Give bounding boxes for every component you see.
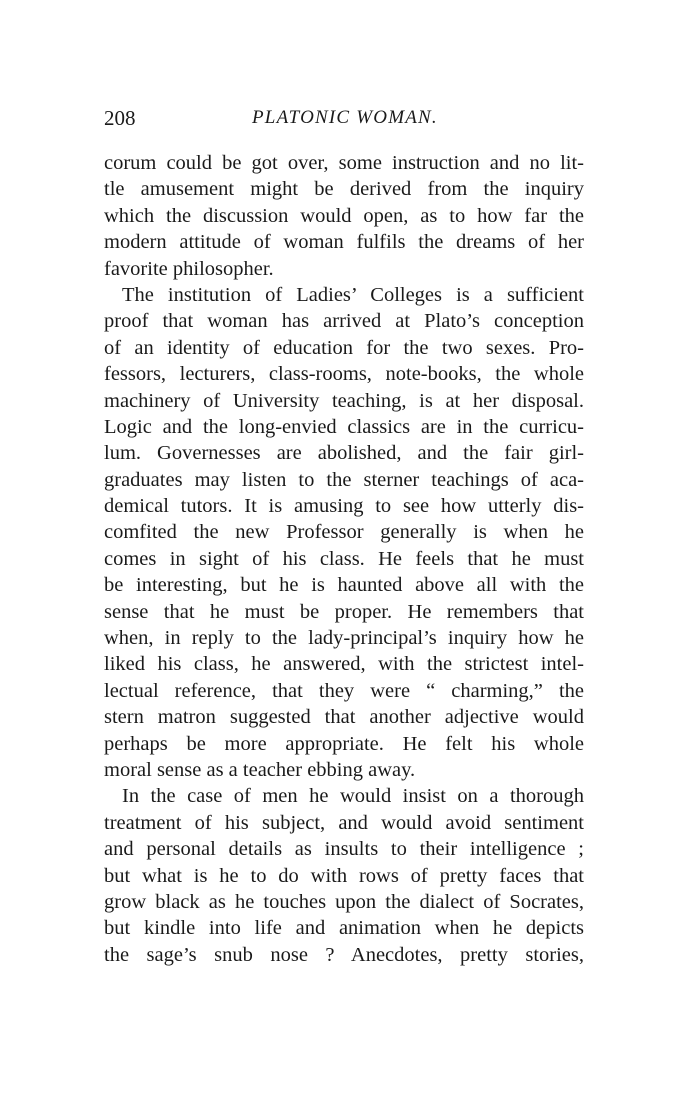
text-line: demical tutors. It is amusing to see how utterly dis- [104, 495, 584, 518]
text-line: The institution of Ladies’ Colleges is a sufficient [122, 283, 584, 306]
text-line: corum could be got over, some instruction and no lit- [104, 152, 584, 174]
text-line: when, in reply to the lady-principal’s inquiry how he [104, 627, 584, 650]
text-line: stern matron suggested that another adjective would [104, 706, 584, 729]
text-line: Logic and the long-envied classics are in the curricu- [104, 415, 584, 438]
text-line: of an identity of education for the two sexes. Pro- [104, 336, 584, 359]
text-line: machinery of University teaching, is at her disposal. [104, 389, 584, 412]
text-line: comes in sight of his class. He feels that he must [104, 547, 584, 570]
text-line: tle amusement might be derived from the inquiry [104, 178, 584, 201]
text-line: but kindle into life and animation when he depicts [104, 917, 584, 940]
text-line: moral sense as a teacher ebbing away. [104, 758, 416, 781]
text-line: comfited the new Professor generally is when he [104, 521, 584, 544]
text-line: modern attitude of woman fulfils the dreams of her [104, 231, 584, 254]
text-line: proof that woman has arrived at Plato’s conception [104, 310, 584, 333]
text-line: liked his class, he answered, with the strictest intel- [104, 653, 584, 676]
text-line: treatment of his subject, and would avoid sentiment [104, 811, 584, 834]
text-line: lectual reference, that they were “ charming,” the [104, 679, 584, 702]
text-line: sense that he must be proper. He remembers that [104, 600, 584, 623]
text-line: perhaps be more appropriate. He felt his whole [104, 732, 584, 755]
text-line: grow black as he touches upon the dialect of Socrates, [104, 890, 584, 913]
running-head [104, 103, 584, 133]
text-line: fessors, lecturers, class-rooms, note-books, the whole [104, 363, 584, 386]
text-line: which the discussion would open, as to how far the [104, 204, 584, 227]
running-title: PLATONIC WOMAN. [252, 107, 438, 128]
body-text [104, 150, 584, 968]
text-line: the sage’s snub nose ? Anecdotes, pretty stories, [104, 943, 584, 966]
page-number: 208 [104, 106, 136, 130]
text-line: lum. Governesses are abolished, and the fair girl- [104, 442, 584, 465]
text-line: and personal details as insults to their intelligence ; [104, 838, 584, 861]
text-line: graduates may listen to the sterner teachings of aca- [104, 468, 584, 491]
text-line: be interesting, but he is haunted above all with the [104, 574, 584, 597]
text-line: favorite philosopher. [104, 257, 274, 280]
text-line: but what is he to do with rows of pretty faces that [104, 864, 584, 887]
text-line: In the case of men he would insist on a thorough [122, 785, 584, 808]
